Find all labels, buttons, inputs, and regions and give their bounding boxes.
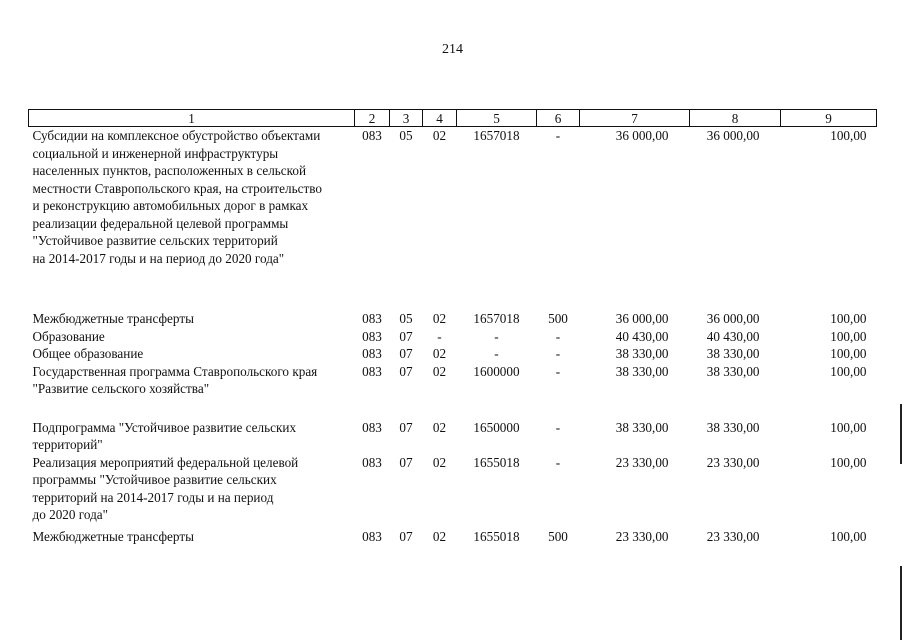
cell-expense-type: - [555,328,561,344]
cell-plan-amount: 38 330,00 [615,346,669,361]
row-spacer [29,398,877,419]
cell-executed-amount: 40 430,00 [706,328,760,344]
cell-subsection: 02 [432,528,447,544]
cell-execution-percent: 100,00 [830,328,867,344]
cell-section: 07 [399,328,413,344]
cell-expense-type: 500 [548,311,568,326]
header-cell: 7 [580,110,690,127]
row-name-line: Реализация мероприятий федеральной целевой [32,454,299,470]
row-name-line: программы "Устойчивое развитие сельских [32,472,277,487]
cell-ministry-code: 083 [362,528,382,544]
cell-execution-percent: 100,00 [830,419,867,435]
page-number: 214 [442,42,463,57]
cell-execution-percent: 100,00 [830,128,867,143]
row-name-line: Государственная программа Ставропольского края [32,363,318,379]
cell-plan-amount: 38 330,00 [615,419,669,435]
cell-ministry-code: 083 [362,328,382,344]
table-row [29,363,877,398]
cell-executed-amount: 36 000,00 [706,128,760,143]
cell-expense-type: - [555,454,561,470]
row-spacer [29,267,877,310]
row-name-line: территорий на 2014-2017 годы и на период [32,489,274,505]
cell-execution-percent: 100,00 [830,311,867,326]
table-row [29,127,877,268]
scan-edge-mark [900,404,902,464]
row-name-line: на 2014-2017 годы и на период до 2020 года" [32,250,285,266]
cell-executed-amount: 38 330,00 [706,419,760,435]
cell-subsection: - [437,328,442,344]
row-name [29,328,355,346]
cell-subsection: 02 [432,363,447,379]
table-row [29,310,877,328]
cell-executed-amount: 38 330,00 [706,363,760,379]
header-cell: 3 [390,110,423,127]
cell-section: 07 [399,454,413,470]
cell-section: 05 [399,128,413,143]
cell-expense-type: - [555,419,561,435]
cell-expense-type: 500 [548,528,568,544]
header-cell: 1 [29,110,355,127]
cell-section: 07 [399,363,413,379]
cell-ministry-code: 083 [362,311,382,326]
cell-section: 07 [399,346,413,361]
table-row [29,328,877,346]
row-name [29,345,355,363]
cell-plan-amount: 40 430,00 [615,328,669,344]
cell-section: 07 [399,528,413,544]
cell-executed-amount: 36 000,00 [706,311,760,326]
header-cell: 9 [781,110,877,127]
cell-target-item: 1655018 [473,528,520,544]
cell-plan-amount: 23 330,00 [615,528,669,544]
cell-expense-type: - [555,128,561,143]
cell-execution-percent: 100,00 [830,346,867,361]
table-row [29,419,877,454]
row-name-line: Подпрограмма "Устойчивое развитие сельских [32,419,297,435]
cell-target-item: 1657018 [473,128,520,143]
table-row [29,345,877,363]
cell-expense-type: - [555,363,561,379]
cell-ministry-code: 083 [362,363,382,379]
cell-target-item: 1600000 [473,363,520,379]
cell-target-item: 1657018 [473,311,520,326]
row-name [29,363,355,398]
cell-expense-type: - [555,346,561,361]
cell-plan-amount: 36 000,00 [615,128,669,143]
header-cell: 5 [457,110,537,127]
cell-subsection: 02 [432,419,447,435]
cell-subsection: 02 [432,128,447,143]
row-name-line: Общее образование [32,346,144,361]
cell-executed-amount: 23 330,00 [706,528,760,544]
table-header-row [29,110,877,127]
cell-section: 07 [399,419,413,435]
table-row [29,454,877,524]
budget-table [28,109,877,545]
cell-ministry-code: 083 [362,346,382,361]
header-cell: 2 [355,110,390,127]
cell-target-item: - [494,328,499,344]
cell-plan-amount: 36 000,00 [615,311,669,326]
cell-ministry-code: 083 [362,128,382,143]
row-name-line: Межбюджетные трансферты [32,311,194,326]
cell-execution-percent: 100,00 [830,454,867,470]
cell-subsection: 02 [432,346,447,361]
row-name [29,310,355,328]
row-name [29,419,355,454]
row-name-line: "Устойчивое развитие сельских территорий [32,233,278,248]
header-cell: 8 [690,110,781,127]
header-cell: 6 [537,110,580,127]
cell-section: 05 [399,311,413,326]
cell-ministry-code: 083 [362,419,382,435]
row-name [29,528,355,546]
cell-ministry-code: 083 [362,454,382,470]
cell-target-item: - [494,346,499,361]
row-name-line: Образование [32,328,105,344]
scan-edge-mark [900,566,902,640]
table-row [29,528,877,546]
row-name-line: до 2020 года" [32,507,109,522]
row-name-line: реализации федеральной целевой программы [32,215,289,231]
row-name-line: территорий" [32,437,103,452]
cell-executed-amount: 38 330,00 [706,346,760,361]
cell-plan-amount: 23 330,00 [615,454,669,470]
row-name-line: и реконструкцию автомобильных дорог в рамках [32,198,309,213]
row-name-line: Межбюджетные трансферты [32,528,194,544]
row-name [29,454,355,524]
row-name-line: "Развитие сельского хозяйства" [32,381,210,396]
row-name [29,127,355,268]
row-name-line: Субсидии на комплексное обустройство объектами [32,128,321,143]
cell-target-item: 1650000 [473,419,520,435]
cell-plan-amount: 38 330,00 [615,363,669,379]
header-cell: 4 [423,110,457,127]
row-name-line: населенных пунктов, расположенных в сельской [32,163,307,178]
cell-execution-percent: 100,00 [830,528,867,544]
row-name-line: местности Ставропольского края, на строительство [32,180,322,196]
cell-subsection: 02 [432,454,447,470]
row-name-line: социальной и инженерной инфраструктуры [32,145,279,161]
cell-subsection: 02 [432,311,447,326]
cell-execution-percent: 100,00 [830,363,867,379]
cell-executed-amount: 23 330,00 [706,454,760,470]
cell-target-item: 1655018 [473,454,520,470]
